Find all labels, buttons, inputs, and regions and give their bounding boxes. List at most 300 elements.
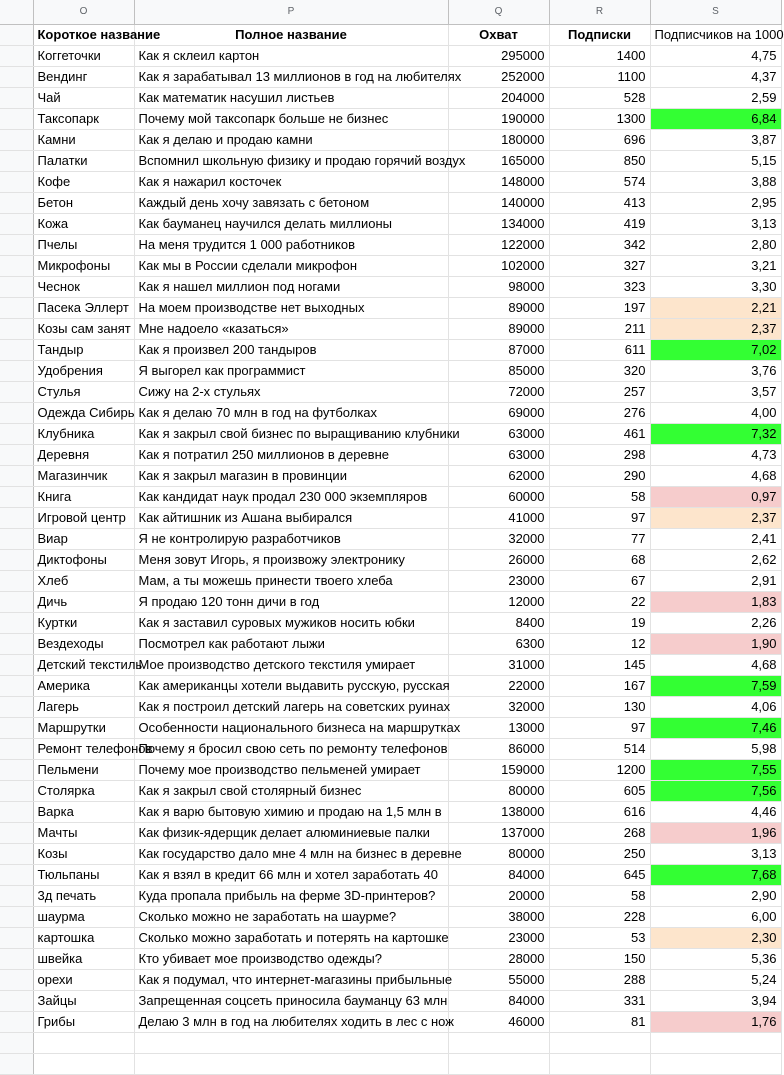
cell-short-name[interactable]: Детский текстиль xyxy=(33,655,134,676)
cell-full-name[interactable]: Как кандидат наук продал 230 000 экземпляров xyxy=(134,487,448,508)
cell-subscriptions[interactable]: 53 xyxy=(549,928,650,949)
cell-per-1000[interactable]: 2,30 xyxy=(650,928,781,949)
cell-per-1000[interactable]: 2,62 xyxy=(650,550,781,571)
cell-short-name[interactable]: Козы сам занят xyxy=(33,319,134,340)
cell-subscriptions[interactable]: 81 xyxy=(549,1012,650,1033)
cell-short-name[interactable]: Чеснок xyxy=(33,277,134,298)
cell-reach[interactable]: 137000 xyxy=(448,823,549,844)
cell-reach[interactable]: 84000 xyxy=(448,991,549,1012)
cell-short-name[interactable]: орехи xyxy=(33,970,134,991)
cell-reach[interactable]: 22000 xyxy=(448,676,549,697)
cell-per-1000[interactable]: 2,26 xyxy=(650,613,781,634)
cell-full-name[interactable]: Как математик насушил листьев xyxy=(134,88,448,109)
cell-per-1000[interactable]: 3,13 xyxy=(650,214,781,235)
cell-subscriptions[interactable]: 696 xyxy=(549,130,650,151)
cell-reach[interactable]: 295000 xyxy=(448,46,549,67)
cell-subscriptions[interactable]: 167 xyxy=(549,676,650,697)
cell-subscriptions[interactable]: 19 xyxy=(549,613,650,634)
cell-full-name[interactable]: Меня зовут Игорь, я произвожу электронику xyxy=(134,550,448,571)
cell-short-name[interactable]: Ремонт телефонов xyxy=(33,739,134,760)
cell-full-name[interactable]: Сколько можно не заработать на шаурме? xyxy=(134,907,448,928)
cell-full-name[interactable]: Каждый день хочу завязать с бетоном xyxy=(134,193,448,214)
header-per-1000[interactable]: Подписчиков на 1000 xyxy=(650,25,781,46)
cell-short-name[interactable]: Куртки xyxy=(33,613,134,634)
cell-short-name[interactable]: Пасека Эллерт xyxy=(33,298,134,319)
cell-per-1000[interactable]: 4,73 xyxy=(650,445,781,466)
cell-per-1000[interactable]: 7,32 xyxy=(650,424,781,445)
cell-per-1000[interactable]: 2,21 xyxy=(650,298,781,319)
cell-full-name[interactable]: Кто убивает мое производство одежды? xyxy=(134,949,448,970)
row-header[interactable] xyxy=(0,256,33,277)
cell-full-name[interactable]: Куда пропала прибыль на ферме 3D-принтеров? xyxy=(134,886,448,907)
cell-reach[interactable]: 159000 xyxy=(448,760,549,781)
cell-full-name[interactable]: Как я закрыл свой столярный бизнес xyxy=(134,781,448,802)
cell-full-name[interactable]: Как я нашел миллион под ногами xyxy=(134,277,448,298)
column-header-r[interactable]: R xyxy=(549,0,650,25)
row-header[interactable] xyxy=(0,508,33,529)
cell-short-name[interactable]: Таксопарк xyxy=(33,109,134,130)
cell-reach[interactable]: 89000 xyxy=(448,298,549,319)
cell-per-1000[interactable]: 1,90 xyxy=(650,634,781,655)
cell-reach[interactable]: 102000 xyxy=(448,256,549,277)
cell-short-name[interactable]: Стулья xyxy=(33,382,134,403)
cell-subscriptions[interactable]: 288 xyxy=(549,970,650,991)
header-full-name[interactable]: Полное название xyxy=(134,25,448,46)
row-header[interactable] xyxy=(0,88,33,109)
cell-subscriptions[interactable]: 574 xyxy=(549,172,650,193)
cell-reach[interactable]: 180000 xyxy=(448,130,549,151)
cell-per-1000[interactable]: 0,97 xyxy=(650,487,781,508)
cell-subscriptions[interactable]: 342 xyxy=(549,235,650,256)
empty-cell[interactable] xyxy=(134,1033,448,1054)
cell-reach[interactable]: 23000 xyxy=(448,571,549,592)
row-header[interactable] xyxy=(0,1033,33,1054)
row-header[interactable] xyxy=(0,592,33,613)
cell-subscriptions[interactable]: 228 xyxy=(549,907,650,928)
cell-per-1000[interactable]: 5,36 xyxy=(650,949,781,970)
empty-cell[interactable] xyxy=(549,1033,650,1054)
row-header[interactable] xyxy=(0,130,33,151)
cell-short-name[interactable]: Вендинг xyxy=(33,67,134,88)
cell-per-1000[interactable]: 2,80 xyxy=(650,235,781,256)
header-subscriptions[interactable]: Подписки xyxy=(549,25,650,46)
cell-subscriptions[interactable]: 1300 xyxy=(549,109,650,130)
cell-reach[interactable]: 63000 xyxy=(448,445,549,466)
cell-full-name[interactable]: Как я произвел 200 тандыров xyxy=(134,340,448,361)
row-header[interactable] xyxy=(0,466,33,487)
cell-short-name[interactable]: Столярка xyxy=(33,781,134,802)
cell-per-1000[interactable]: 3,13 xyxy=(650,844,781,865)
row-header[interactable] xyxy=(0,697,33,718)
cell-reach[interactable]: 28000 xyxy=(448,949,549,970)
row-header[interactable] xyxy=(0,844,33,865)
cell-full-name[interactable]: Как я потратил 250 миллионов в деревне xyxy=(134,445,448,466)
cell-subscriptions[interactable]: 645 xyxy=(549,865,650,886)
cell-full-name[interactable]: Я продаю 120 тонн дичи в год xyxy=(134,592,448,613)
cell-subscriptions[interactable]: 97 xyxy=(549,718,650,739)
row-header[interactable] xyxy=(0,382,33,403)
cell-short-name[interactable]: швейка xyxy=(33,949,134,970)
row-header[interactable] xyxy=(0,550,33,571)
cell-reach[interactable]: 138000 xyxy=(448,802,549,823)
cell-subscriptions[interactable]: 1200 xyxy=(549,760,650,781)
cell-subscriptions[interactable]: 97 xyxy=(549,508,650,529)
cell-reach[interactable]: 86000 xyxy=(448,739,549,760)
cell-full-name[interactable]: Запрещенная соцсеть приносила бауманцу 63 млн xyxy=(134,991,448,1012)
cell-reach[interactable]: 12000 xyxy=(448,592,549,613)
row-header[interactable] xyxy=(0,151,33,172)
cell-per-1000[interactable]: 5,98 xyxy=(650,739,781,760)
cell-reach[interactable]: 31000 xyxy=(448,655,549,676)
cell-reach[interactable]: 148000 xyxy=(448,172,549,193)
cell-subscriptions[interactable]: 461 xyxy=(549,424,650,445)
empty-cell[interactable] xyxy=(549,1054,650,1075)
cell-subscriptions[interactable]: 276 xyxy=(549,403,650,424)
header-short-name[interactable]: Короткое название xyxy=(33,25,134,46)
cell-reach[interactable]: 122000 xyxy=(448,235,549,256)
column-header-q[interactable]: Q xyxy=(448,0,549,25)
cell-subscriptions[interactable]: 1100 xyxy=(549,67,650,88)
cell-full-name[interactable]: Особенности национального бизнеса на маршрутках xyxy=(134,718,448,739)
cell-short-name[interactable]: Бетон xyxy=(33,193,134,214)
row-header[interactable] xyxy=(0,361,33,382)
cell-short-name[interactable]: Грибы xyxy=(33,1012,134,1033)
cell-full-name[interactable]: Как мы в России сделали микрофон xyxy=(134,256,448,277)
cell-short-name[interactable]: Пчелы xyxy=(33,235,134,256)
cell-full-name[interactable]: Как физик-ядерщик делает алюминиевые палки xyxy=(134,823,448,844)
cell-full-name[interactable]: Как я взял в кредит 66 млн и хотел заработать 40 xyxy=(134,865,448,886)
row-header[interactable] xyxy=(0,109,33,130)
cell-short-name[interactable]: 3д печать xyxy=(33,886,134,907)
cell-reach[interactable]: 6300 xyxy=(448,634,549,655)
cell-per-1000[interactable]: 6,84 xyxy=(650,109,781,130)
cell-per-1000[interactable]: 1,83 xyxy=(650,592,781,613)
cell-per-1000[interactable]: 4,00 xyxy=(650,403,781,424)
cell-full-name[interactable]: Почему мое производство пельменей умирает xyxy=(134,760,448,781)
cell-subscriptions[interactable]: 77 xyxy=(549,529,650,550)
cell-per-1000[interactable]: 2,59 xyxy=(650,88,781,109)
cell-per-1000[interactable]: 7,46 xyxy=(650,718,781,739)
cell-subscriptions[interactable]: 58 xyxy=(549,886,650,907)
cell-full-name[interactable]: Как я нажарил косточек xyxy=(134,172,448,193)
cell-reach[interactable]: 55000 xyxy=(448,970,549,991)
cell-reach[interactable]: 190000 xyxy=(448,109,549,130)
row-header[interactable] xyxy=(0,445,33,466)
cell-reach[interactable]: 80000 xyxy=(448,844,549,865)
empty-cell[interactable] xyxy=(33,1033,134,1054)
cell-full-name[interactable]: Мам, а ты можешь принести твоего хлеба xyxy=(134,571,448,592)
cell-per-1000[interactable]: 3,88 xyxy=(650,172,781,193)
cell-subscriptions[interactable]: 298 xyxy=(549,445,650,466)
cell-short-name[interactable]: Пельмени xyxy=(33,760,134,781)
cell-full-name[interactable]: Как бауманец научился делать миллионы xyxy=(134,214,448,235)
empty-cell[interactable] xyxy=(448,1054,549,1075)
cell-full-name[interactable]: Посмотрел как работают лыжи xyxy=(134,634,448,655)
cell-subscriptions[interactable]: 58 xyxy=(549,487,650,508)
cell-per-1000[interactable]: 3,21 xyxy=(650,256,781,277)
cell-per-1000[interactable]: 6,00 xyxy=(650,907,781,928)
cell-reach[interactable]: 20000 xyxy=(448,886,549,907)
row-header[interactable] xyxy=(0,907,33,928)
cell-subscriptions[interactable]: 250 xyxy=(549,844,650,865)
cell-full-name[interactable]: Как я закрыл магазин в провинции xyxy=(134,466,448,487)
cell-per-1000[interactable]: 4,46 xyxy=(650,802,781,823)
cell-reach[interactable]: 85000 xyxy=(448,361,549,382)
cell-short-name[interactable]: Клубника xyxy=(33,424,134,445)
cell-full-name[interactable]: Как я заставил суровых мужиков носить юбки xyxy=(134,613,448,634)
cell-full-name[interactable]: Вспомнил школьную физику и продаю горячий воздух xyxy=(134,151,448,172)
cell-reach[interactable]: 69000 xyxy=(448,403,549,424)
row-header[interactable] xyxy=(0,571,33,592)
row-header[interactable] xyxy=(0,403,33,424)
cell-full-name[interactable]: Я не контролирую разработчиков xyxy=(134,529,448,550)
cell-short-name[interactable]: Варка xyxy=(33,802,134,823)
cell-reach[interactable]: 38000 xyxy=(448,907,549,928)
row-header[interactable] xyxy=(0,781,33,802)
cell-reach[interactable]: 60000 xyxy=(448,487,549,508)
cell-subscriptions[interactable]: 850 xyxy=(549,151,650,172)
cell-short-name[interactable]: Микрофоны xyxy=(33,256,134,277)
row-header[interactable] xyxy=(0,277,33,298)
empty-cell[interactable] xyxy=(448,1033,549,1054)
cell-full-name[interactable]: Как я зарабатывал 13 миллионов в год на любителях xyxy=(134,67,448,88)
row-header[interactable] xyxy=(0,46,33,67)
cell-per-1000[interactable]: 7,59 xyxy=(650,676,781,697)
row-header[interactable] xyxy=(0,1054,33,1075)
empty-cell[interactable] xyxy=(33,1054,134,1075)
empty-cell[interactable] xyxy=(650,1054,781,1075)
cell-subscriptions[interactable]: 323 xyxy=(549,277,650,298)
cell-reach[interactable]: 134000 xyxy=(448,214,549,235)
cell-per-1000[interactable]: 4,68 xyxy=(650,655,781,676)
row-header[interactable] xyxy=(0,823,33,844)
cell-subscriptions[interactable]: 211 xyxy=(549,319,650,340)
cell-short-name[interactable]: Америка xyxy=(33,676,134,697)
cell-short-name[interactable]: Коггеточки xyxy=(33,46,134,67)
row-header[interactable] xyxy=(0,886,33,907)
row-header[interactable] xyxy=(0,67,33,88)
cell-per-1000[interactable]: 2,95 xyxy=(650,193,781,214)
cell-reach[interactable]: 8400 xyxy=(448,613,549,634)
cell-subscriptions[interactable]: 605 xyxy=(549,781,650,802)
row-header[interactable] xyxy=(0,760,33,781)
cell-full-name[interactable]: Как я закрыл свой бизнес по выращиванию клубники xyxy=(134,424,448,445)
cell-reach[interactable]: 80000 xyxy=(448,781,549,802)
cell-short-name[interactable]: Вездеходы xyxy=(33,634,134,655)
cell-reach[interactable]: 98000 xyxy=(448,277,549,298)
cell-per-1000[interactable]: 2,90 xyxy=(650,886,781,907)
cell-per-1000[interactable]: 2,37 xyxy=(650,508,781,529)
cell-per-1000[interactable]: 3,76 xyxy=(650,361,781,382)
row-header[interactable] xyxy=(0,613,33,634)
cell-short-name[interactable]: Тюльпаны xyxy=(33,865,134,886)
cell-full-name[interactable]: Как я построил детский лагерь на советских руинах xyxy=(134,697,448,718)
cell-reach[interactable]: 72000 xyxy=(448,382,549,403)
column-header-o[interactable]: O xyxy=(33,0,134,25)
cell-subscriptions[interactable]: 145 xyxy=(549,655,650,676)
row-header[interactable] xyxy=(0,739,33,760)
cell-full-name[interactable]: Я выгорел как программист xyxy=(134,361,448,382)
cell-short-name[interactable]: Мачты xyxy=(33,823,134,844)
cell-subscriptions[interactable]: 327 xyxy=(549,256,650,277)
cell-short-name[interactable]: Диктофоны xyxy=(33,550,134,571)
cell-subscriptions[interactable]: 68 xyxy=(549,550,650,571)
row-header[interactable] xyxy=(0,991,33,1012)
cell-subscriptions[interactable]: 528 xyxy=(549,88,650,109)
row-header[interactable] xyxy=(0,718,33,739)
cell-per-1000[interactable]: 7,55 xyxy=(650,760,781,781)
cell-full-name[interactable]: Как я делаю 70 млн в год на футболках xyxy=(134,403,448,424)
cell-short-name[interactable]: Лагерь xyxy=(33,697,134,718)
cell-short-name[interactable]: картошка xyxy=(33,928,134,949)
cell-per-1000[interactable]: 5,24 xyxy=(650,970,781,991)
cell-full-name[interactable]: Как государство дало мне 4 млн на бизнес в деревне xyxy=(134,844,448,865)
row-header[interactable] xyxy=(0,529,33,550)
cell-short-name[interactable]: Камни xyxy=(33,130,134,151)
cell-per-1000[interactable]: 5,15 xyxy=(650,151,781,172)
cell-subscriptions[interactable]: 12 xyxy=(549,634,650,655)
cell-per-1000[interactable]: 7,56 xyxy=(650,781,781,802)
row-header[interactable] xyxy=(0,319,33,340)
cell-reach[interactable]: 32000 xyxy=(448,529,549,550)
cell-per-1000[interactable]: 4,75 xyxy=(650,46,781,67)
cell-short-name[interactable]: Зайцы xyxy=(33,991,134,1012)
cell-short-name[interactable]: Чай xyxy=(33,88,134,109)
cell-reach[interactable]: 204000 xyxy=(448,88,549,109)
cell-short-name[interactable]: Игровой центр xyxy=(33,508,134,529)
row-header[interactable] xyxy=(0,25,33,46)
cell-full-name[interactable]: На меня трудится 1 000 работников xyxy=(134,235,448,256)
cell-reach[interactable]: 41000 xyxy=(448,508,549,529)
cell-per-1000[interactable]: 2,37 xyxy=(650,319,781,340)
row-header[interactable] xyxy=(0,298,33,319)
cell-full-name[interactable]: На моем производстве нет выходных xyxy=(134,298,448,319)
column-header-p[interactable]: P xyxy=(134,0,448,25)
cell-short-name[interactable]: Палатки xyxy=(33,151,134,172)
cell-per-1000[interactable]: 3,94 xyxy=(650,991,781,1012)
cell-short-name[interactable]: Удобрения xyxy=(33,361,134,382)
cell-reach[interactable]: 63000 xyxy=(448,424,549,445)
cell-full-name[interactable]: Как айтишник из Ашана выбирался xyxy=(134,508,448,529)
cell-short-name[interactable]: Кожа xyxy=(33,214,134,235)
cell-subscriptions[interactable]: 197 xyxy=(549,298,650,319)
row-header[interactable] xyxy=(0,928,33,949)
row-header[interactable] xyxy=(0,214,33,235)
column-header-s[interactable]: S xyxy=(650,0,781,25)
cell-full-name[interactable]: Как я варю бытовую химию и продаю на 1,5 млн в xyxy=(134,802,448,823)
cell-subscriptions[interactable]: 257 xyxy=(549,382,650,403)
cell-subscriptions[interactable]: 616 xyxy=(549,802,650,823)
cell-reach[interactable]: 87000 xyxy=(448,340,549,361)
cell-per-1000[interactable]: 1,96 xyxy=(650,823,781,844)
cell-subscriptions[interactable]: 413 xyxy=(549,193,650,214)
row-header[interactable] xyxy=(0,487,33,508)
cell-reach[interactable]: 13000 xyxy=(448,718,549,739)
cell-per-1000[interactable]: 4,68 xyxy=(650,466,781,487)
cell-subscriptions[interactable]: 130 xyxy=(549,697,650,718)
row-header[interactable] xyxy=(0,634,33,655)
row-header[interactable] xyxy=(0,676,33,697)
row-header[interactable] xyxy=(0,340,33,361)
cell-short-name[interactable]: Хлеб xyxy=(33,571,134,592)
cell-subscriptions[interactable]: 150 xyxy=(549,949,650,970)
cell-per-1000[interactable]: 2,41 xyxy=(650,529,781,550)
cell-reach[interactable]: 140000 xyxy=(448,193,549,214)
cell-short-name[interactable]: Книга xyxy=(33,487,134,508)
row-header[interactable] xyxy=(0,424,33,445)
cell-subscriptions[interactable]: 514 xyxy=(549,739,650,760)
cell-per-1000[interactable]: 3,87 xyxy=(650,130,781,151)
cell-short-name[interactable]: Виар xyxy=(33,529,134,550)
cell-full-name[interactable]: Как я подумал, что интернет-магазины прибыльные xyxy=(134,970,448,991)
cell-per-1000[interactable]: 4,06 xyxy=(650,697,781,718)
cell-reach[interactable]: 252000 xyxy=(448,67,549,88)
cell-subscriptions[interactable]: 268 xyxy=(549,823,650,844)
cell-reach[interactable]: 89000 xyxy=(448,319,549,340)
cell-full-name[interactable]: Как я склеил картон xyxy=(134,46,448,67)
cell-full-name[interactable]: Сколько можно заработать и потерять на картошке xyxy=(134,928,448,949)
cell-short-name[interactable]: шаурма xyxy=(33,907,134,928)
cell-subscriptions[interactable]: 67 xyxy=(549,571,650,592)
cell-short-name[interactable]: Тандыр xyxy=(33,340,134,361)
cell-full-name[interactable]: Сижу на 2-х стульях xyxy=(134,382,448,403)
cell-short-name[interactable]: Магазинчик xyxy=(33,466,134,487)
cell-full-name[interactable]: Почему я бросил свою сеть по ремонту телефонов xyxy=(134,739,448,760)
cell-subscriptions[interactable]: 22 xyxy=(549,592,650,613)
cell-full-name[interactable]: Делаю 3 млн в год на любителях ходить в лес с нож xyxy=(134,1012,448,1033)
row-header[interactable] xyxy=(0,172,33,193)
cell-per-1000[interactable]: 3,57 xyxy=(650,382,781,403)
cell-subscriptions[interactable]: 290 xyxy=(549,466,650,487)
cell-reach[interactable]: 26000 xyxy=(448,550,549,571)
cell-full-name[interactable]: Почему мой таксопарк больше не бизнес xyxy=(134,109,448,130)
cell-short-name[interactable]: Маршрутки xyxy=(33,718,134,739)
row-header[interactable] xyxy=(0,193,33,214)
row-header[interactable] xyxy=(0,1012,33,1033)
cell-reach[interactable]: 32000 xyxy=(448,697,549,718)
cell-short-name[interactable]: Козы xyxy=(33,844,134,865)
cell-reach[interactable]: 23000 xyxy=(448,928,549,949)
row-header[interactable] xyxy=(0,802,33,823)
cell-per-1000[interactable]: 3,30 xyxy=(650,277,781,298)
row-header[interactable] xyxy=(0,235,33,256)
cell-per-1000[interactable]: 7,02 xyxy=(650,340,781,361)
cell-subscriptions[interactable]: 419 xyxy=(549,214,650,235)
cell-per-1000[interactable]: 1,76 xyxy=(650,1012,781,1033)
cell-short-name[interactable]: Дичь xyxy=(33,592,134,613)
cell-short-name[interactable]: Одежда Сибирь xyxy=(33,403,134,424)
cell-reach[interactable]: 46000 xyxy=(448,1012,549,1033)
cell-short-name[interactable]: Деревня xyxy=(33,445,134,466)
empty-cell[interactable] xyxy=(650,1033,781,1054)
cell-per-1000[interactable]: 7,68 xyxy=(650,865,781,886)
cell-reach[interactable]: 84000 xyxy=(448,865,549,886)
row-header[interactable] xyxy=(0,865,33,886)
cell-full-name[interactable]: Как я делаю и продаю камни xyxy=(134,130,448,151)
cell-per-1000[interactable]: 4,37 xyxy=(650,67,781,88)
empty-cell[interactable] xyxy=(134,1054,448,1075)
row-header[interactable] xyxy=(0,949,33,970)
cell-subscriptions[interactable]: 320 xyxy=(549,361,650,382)
header-reach[interactable]: Охват xyxy=(448,25,549,46)
cell-subscriptions[interactable]: 1400 xyxy=(549,46,650,67)
cell-reach[interactable]: 62000 xyxy=(448,466,549,487)
cell-per-1000[interactable]: 2,91 xyxy=(650,571,781,592)
cell-full-name[interactable]: Как американцы хотели выдавить русскую, русская xyxy=(134,676,448,697)
cell-short-name[interactable]: Кофе xyxy=(33,172,134,193)
row-header[interactable] xyxy=(0,970,33,991)
cell-full-name[interactable]: Мне надоело «казаться» xyxy=(134,319,448,340)
